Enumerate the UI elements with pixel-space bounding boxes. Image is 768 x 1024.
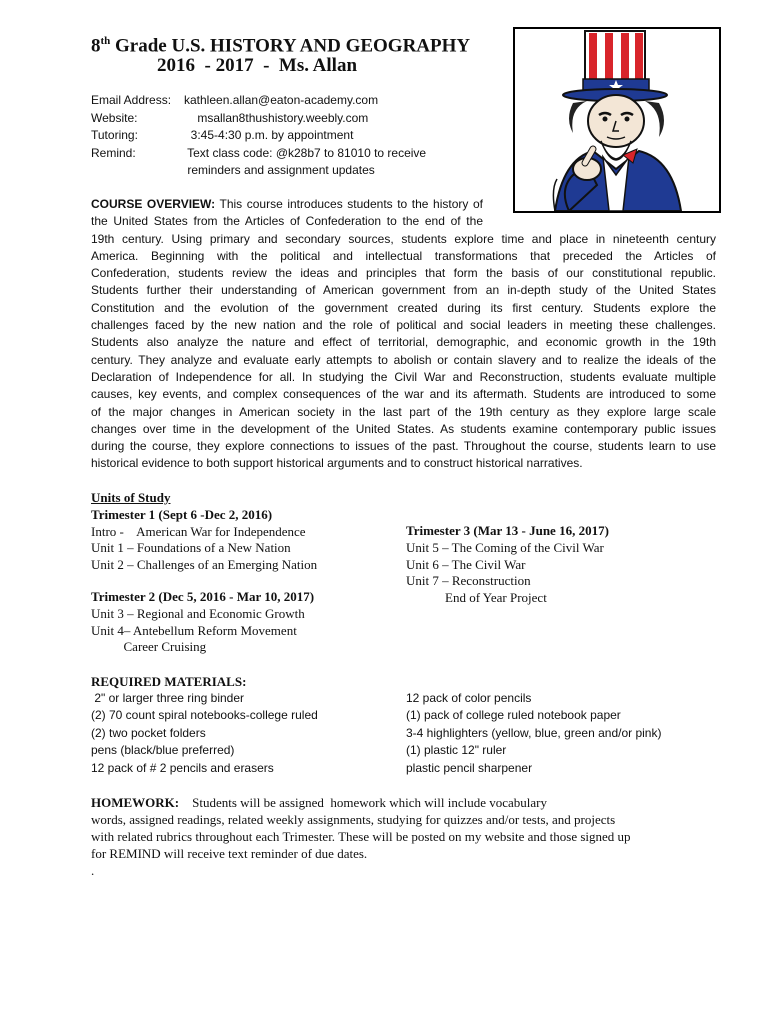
page-subtitle: 2016 - 2017 - Ms. Allan (157, 55, 358, 76)
materials-left-list (91, 690, 318, 777)
overview-line: challenges faced by the new nation and the role of political and social leaders in meeting these challenges. (91, 318, 716, 333)
material-item: pens (black/blue preferred) (91, 743, 235, 758)
uncle-sam-image (513, 27, 721, 213)
homework-trailing-mark: . (91, 863, 95, 878)
unit-item: Intro - American War for Independence (91, 523, 306, 539)
units-right-column (406, 523, 609, 607)
overview-line: America. Beginning with the political and intellectual transformations that preceded the Articles of (91, 248, 716, 263)
title-text: Grade U.S. HISTORY AND GEOGRAPHY (110, 35, 471, 57)
material-item: (1) pack of college ruled notebook paper (406, 708, 621, 723)
contact-label (91, 162, 184, 180)
overview-line: of the major changes in American society in the last part of the 19th century as they explore large scale (91, 404, 716, 419)
materials-right-list (406, 690, 661, 777)
contact-label: Remind: (91, 145, 136, 160)
material-item: (1) plastic 12" ruler (406, 743, 507, 758)
overview-line: Students also analyze the nature and effect of territorial, demographic, and economic growth in the 19th (91, 335, 716, 350)
overview-line (91, 196, 483, 213)
material-item: 12 pack of # 2 pencils and erasers (91, 760, 274, 775)
page-title (91, 30, 470, 57)
overview-line: the United States from the Articles of Confederation to the end of the (91, 214, 483, 229)
homework-line (91, 794, 631, 811)
overview-line: century. They analyze and evaluate early attempts to abolish or contain slavery and to realize the ideals of the (91, 352, 716, 367)
contact-value: Text class code: @k28b7 to 81010 to receive (184, 145, 427, 160)
unit-item: End of Year Project (406, 590, 547, 606)
homework-section (91, 794, 631, 879)
material-item: 2" or larger three ring binder (91, 691, 245, 705)
contact-row-website (91, 110, 426, 128)
title-superscript: th (100, 35, 111, 47)
material-item: (2) 70 count spiral notebooks-college ruled (91, 708, 318, 723)
overview-line: Declaration of Independence for all. In studying the Civil War and Reconstruction, students evaluate multiple (91, 369, 716, 384)
overview-line: changes over time in the development of the United States. As students examine contemporary public issues (91, 421, 716, 436)
email-link[interactable]: kathleen.allan@eaton-academy.com (184, 93, 379, 107)
overview-line: causes, key events, and complex consequences of the war and its aftermath. Students are introduced to some (91, 387, 716, 402)
units-left-column (91, 490, 317, 656)
contact-label: Email Address: (91, 93, 172, 107)
contact-row-tutoring (91, 127, 426, 145)
homework-line: for REMIND will receive text reminder of due dates. (91, 846, 368, 861)
material-item: 3-4 highlighters (yellow, blue, green and/or pink) (406, 725, 662, 740)
unit-item: Unit 1 – Foundations of a New Nation (91, 540, 291, 556)
course-overview (91, 196, 716, 473)
unit-item: Unit 4– Antebellum Reform Movement (91, 622, 297, 638)
overview-line: Confederation, students review the ideas and principles that form the basis of our constitutional republic. (91, 266, 716, 281)
materials-heading: REQUIRED MATERIALS: (91, 674, 247, 689)
uncle-sam-illustration (515, 29, 719, 211)
title-grade: 8 (91, 35, 101, 57)
trimester-2-heading: Trimester 2 (Dec 5, 2016 - Mar 10, 2017) (91, 588, 315, 604)
contact-label: Tutoring: (91, 128, 138, 142)
unit-item: Career Cruising (91, 639, 207, 655)
contact-block (91, 92, 426, 180)
material-item: (2) two pocket folders (91, 725, 206, 740)
unit-item: Unit 3 – Regional and Economic Growth (91, 605, 305, 621)
contact-label: Website: (91, 110, 138, 125)
homework-heading: HOMEWORK: (91, 795, 180, 810)
overview-line: during the course, they explore connections to issues of the past. Throughout the course, students learn to use (91, 439, 716, 454)
contact-row-remind-cont (91, 162, 426, 180)
overview-text: This course introduces students to the history of (215, 197, 483, 211)
overview-line: historical evidence to both support historical arguments and to construct historical narratives. (91, 456, 583, 471)
overview-line: Constitution and the evolution of the government created during its first century. Students explore the (91, 300, 716, 315)
units-heading: Units of Study (91, 490, 171, 505)
unit-item: Unit 5 – The Coming of the Civil War (406, 539, 604, 555)
homework-line: words, assigned readings, related weekly assignments, studying for quizzes and/or tests, and projects (91, 812, 616, 827)
trimester-1-heading: Trimester 1 (Sept 6 -Dec 2, 2016) (91, 506, 273, 522)
overview-heading: COURSE OVERVIEW: (91, 197, 216, 211)
overview-line: 19th century. Using primary and secondary sources, students explore time and place in nineteenth century (91, 231, 716, 246)
contact-value: 3:45-4:30 p.m. by appointment (184, 128, 354, 142)
material-item: 12 pack of color pencils (406, 691, 532, 705)
website-link[interactable]: msallan8thushistory.weebly.com (184, 110, 369, 125)
homework-text: Students will be assigned homework which will include vocabulary (179, 795, 548, 810)
unit-item: Unit 2 – Challenges of an Emerging Nation (91, 557, 318, 573)
contact-row-remind (91, 145, 426, 163)
unit-item: Unit 6 – The Civil War (406, 556, 526, 572)
unit-item: Unit 7 – Reconstruction (406, 573, 531, 589)
overview-line: Students further their understanding of American government from an in-depth study of the United States (91, 283, 716, 298)
homework-line: with related rubrics throughout each Trimester. These will be posted on my website and those signed up (91, 829, 631, 844)
contact-row-email (91, 92, 426, 110)
material-item: plastic pencil sharpener (406, 760, 533, 775)
contact-value: reminders and assignment updates (184, 163, 375, 177)
trimester-3-heading: Trimester 3 (Mar 13 - June 16, 2017) (406, 523, 609, 538)
